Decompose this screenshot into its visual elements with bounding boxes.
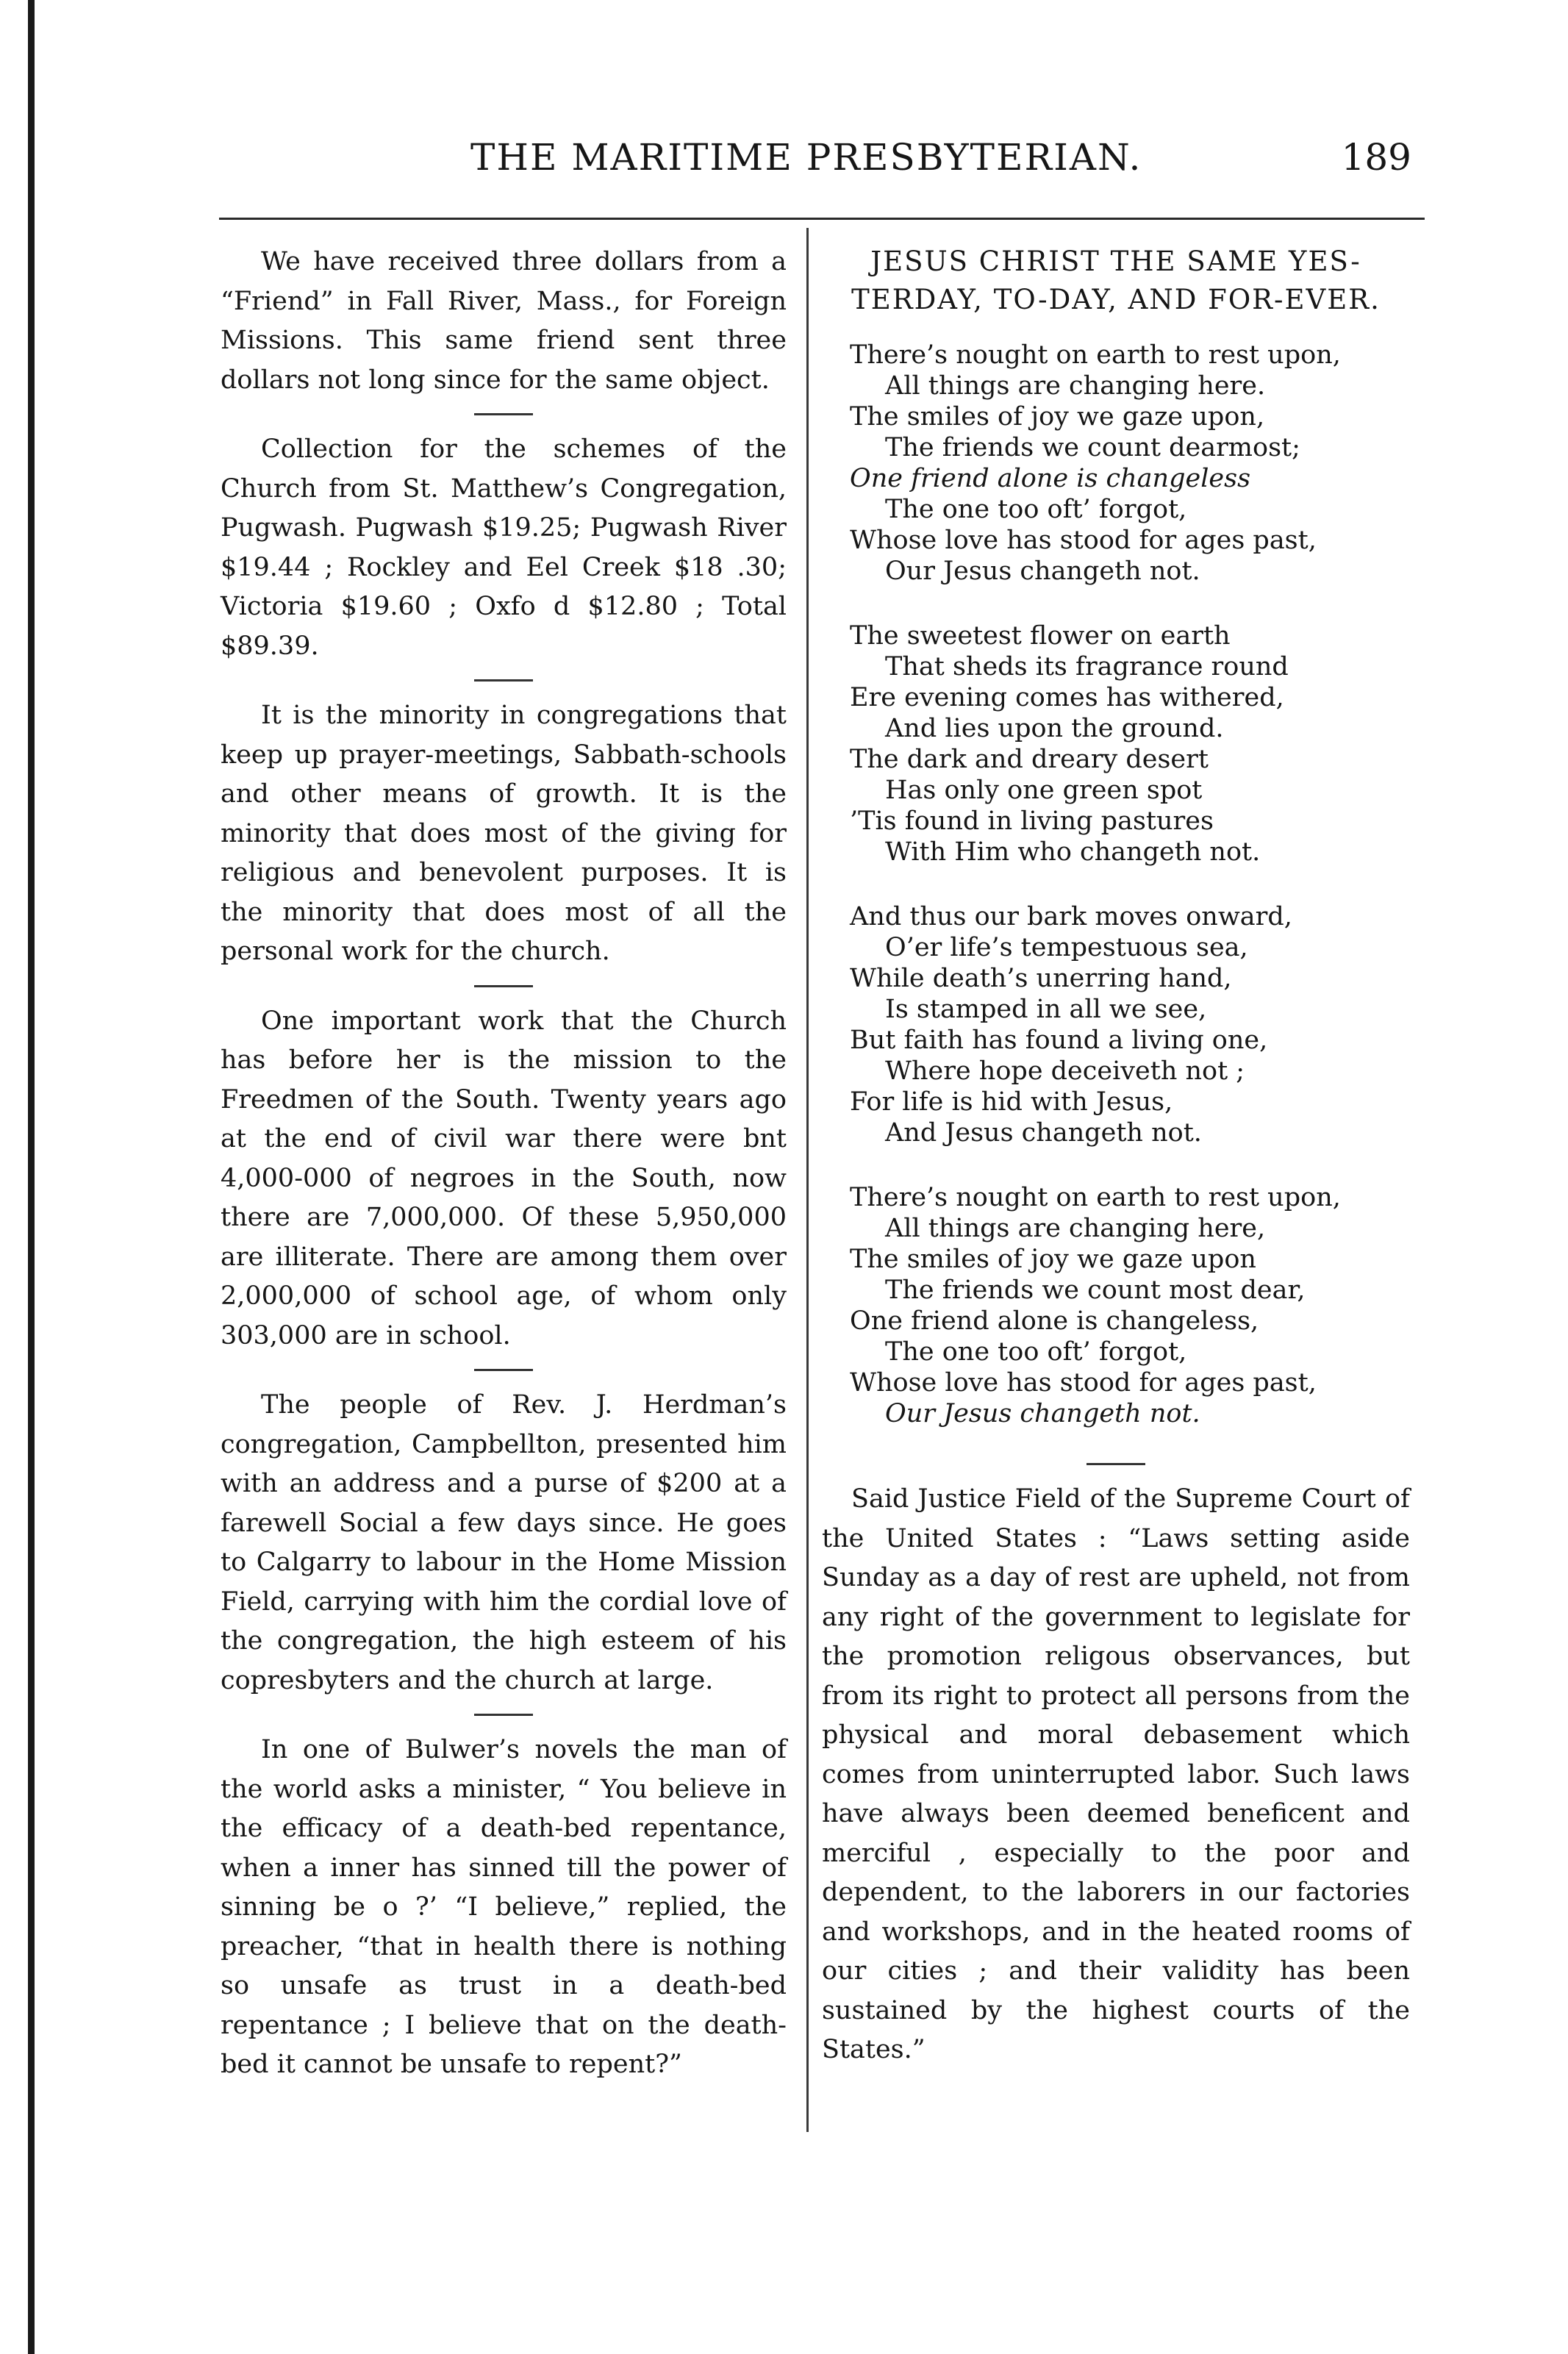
poem-stanza-2: [850, 620, 1410, 867]
poem-line: The friends we count dearmost;: [885, 433, 1300, 462]
poem-line: Whose love has stood for ages past,: [850, 1368, 1317, 1398]
page-number: 189: [1341, 136, 1411, 179]
page-binding-edge: [28, 0, 35, 2354]
poem-line: The smiles of joy we gaze upon: [850, 1245, 1256, 1274]
poem-line: The sweetest flower on earth: [850, 621, 1231, 651]
poem-line: There’s nought on earth to rest upon,: [850, 1183, 1341, 1212]
poem-line: O’er life’s tempestuous sea,: [885, 933, 1248, 962]
poem-line: All things are changing here.: [885, 371, 1266, 401]
poem-line: Ere evening comes has withered,: [850, 683, 1284, 712]
poem-line: Is stamped in all we see,: [885, 995, 1207, 1024]
poem-line: There’s nought on earth to rest upon,: [850, 340, 1341, 370]
poem-line: And lies upon the ground.: [885, 714, 1224, 743]
poem-stanza-1: [850, 340, 1410, 587]
section-separator: [474, 1714, 533, 1716]
left-column: [221, 243, 787, 2085]
poem-line: That sheds its fragrance round: [885, 652, 1289, 681]
poem-line: The dark and dreary desert: [850, 745, 1209, 774]
poem-line: Whose love has stood for ages past,: [850, 526, 1317, 555]
column-divider: [806, 228, 809, 2132]
section-separator: [474, 1369, 533, 1371]
poem-line: And Jesus changeth not.: [885, 1118, 1202, 1148]
poem-line: While death’s unerring hand,: [850, 964, 1232, 993]
running-header: [221, 136, 1411, 195]
publication-title: THE MARITIME PRESBYTERIAN.: [470, 136, 1142, 179]
poem-stanza-4: [850, 1182, 1410, 1429]
poem-line: ’Tis found in living pastures: [850, 806, 1214, 836]
section-separator: [474, 679, 533, 681]
poem-line: For life is hid with Jesus,: [850, 1087, 1173, 1117]
notice-herdman: The people of Rev. J. Herdman’s congregation, Campbellton, presented him with an address and a purse of $200 at a farewell Social a few days since. He goes to Calgarry to labour in the Home Mission Field, carrying with him the cordial love of the congregation, the high esteem of his copresbyters and the church at large.: [221, 1390, 787, 1695]
notice-justice-field: Said Justice Field of the Supreme Court of the United States : “Laws setting aside Sunday as a day of rest are upheld, not from any right of the government to legislate for the promotion religous observances, but from its right to protect all persons from the physical and moral debasement which comes from uninterrupted labor. Such laws have always been deemed beneficent and merciful , especially to the poor and dependent, to the laborers in our factories and workshops, and in the heated rooms of our cities ; and their validity has been sustained by the highest courts of the States.”: [822, 1484, 1410, 2064]
poem-line: Has only one green spot: [885, 776, 1203, 805]
section-separator: [474, 413, 533, 415]
poem-line: And thus our bark moves onward,: [850, 902, 1292, 931]
poem-title: JESUS CHRIST THE SAME YES-TERDAY, TO-DAY, AND FOR-EVER.: [851, 246, 1381, 315]
right-column: [822, 243, 1410, 2070]
notice-collection: Collection for the schemes of the Church from St. Matthew’s Congregation, Pugwash. Pugwash $19.25; Pugwash River $19.44 ; Rockley and Eel Creek $18 .30; Victoria $19.60 ; Oxfo d $12.80 ; Total $89.39.: [221, 434, 787, 661]
section-separator: [1086, 1463, 1145, 1465]
poem-line: The one too oft’ forgot,: [885, 1337, 1187, 1367]
poem-line: The friends we count most dear,: [885, 1276, 1306, 1305]
notice-freedmen: One important work that the Church has before her is the mission to the Freedmen of the South. Twenty years ago at the end of civil war there were bnt 4,000-000 of negroes in the South, now there are 7,000,000. Of these 5,950,000 are illiterate. There are among them over 2,000,000 of school age, of whom only 303,000 are in school.: [221, 1006, 787, 1350]
poem-line: With Him who changeth not.: [885, 837, 1261, 867]
poem-stanza-3: [850, 901, 1410, 1148]
section-separator: [474, 985, 533, 987]
poem-line: One friend alone is changeless,: [850, 1306, 1259, 1336]
poem-line: One friend alone is changeless: [850, 464, 1251, 493]
poem-line: Our Jesus changeth not.: [885, 557, 1200, 586]
poem-line: All things are changing here,: [885, 1214, 1266, 1243]
notice-foreign-missions: We have received three dollars from a “Friend” in Fall River, Mass., for Foreign Missions. This same friend sent three dollars not long since for the same object.: [221, 247, 787, 395]
notice-bulwer: In one of Bulwer’s novels the man of the world asks a minister, “ You believe in the efficacy of a death-bed repentance, when a inner has sinned till the power of sinning be o ?’ “I believe,” replied, the preacher, “that in health there is nothing so unsafe as trust in a death-bed repentance ; I believe that on the death-bed it cannot be unsafe to repent?”: [221, 1735, 787, 2079]
header-rule: [219, 218, 1425, 220]
poem-line: But faith has found a living one,: [850, 1026, 1268, 1055]
poem-line: Where hope deceiveth not ;: [885, 1056, 1245, 1086]
poem-line: The smiles of joy we gaze upon,: [850, 402, 1265, 432]
poem-line: The one too oft’ forgot,: [885, 495, 1187, 524]
notice-minority: It is the minority in congregations that keep up prayer-meetings, Sabbath-schools and other means of growth. It is the minority that does most of the giving for religious and benevolent purposes. It is the minority that does most of all the personal work for the church.: [221, 701, 787, 966]
poem-line: Our Jesus changeth not.: [885, 1399, 1200, 1428]
